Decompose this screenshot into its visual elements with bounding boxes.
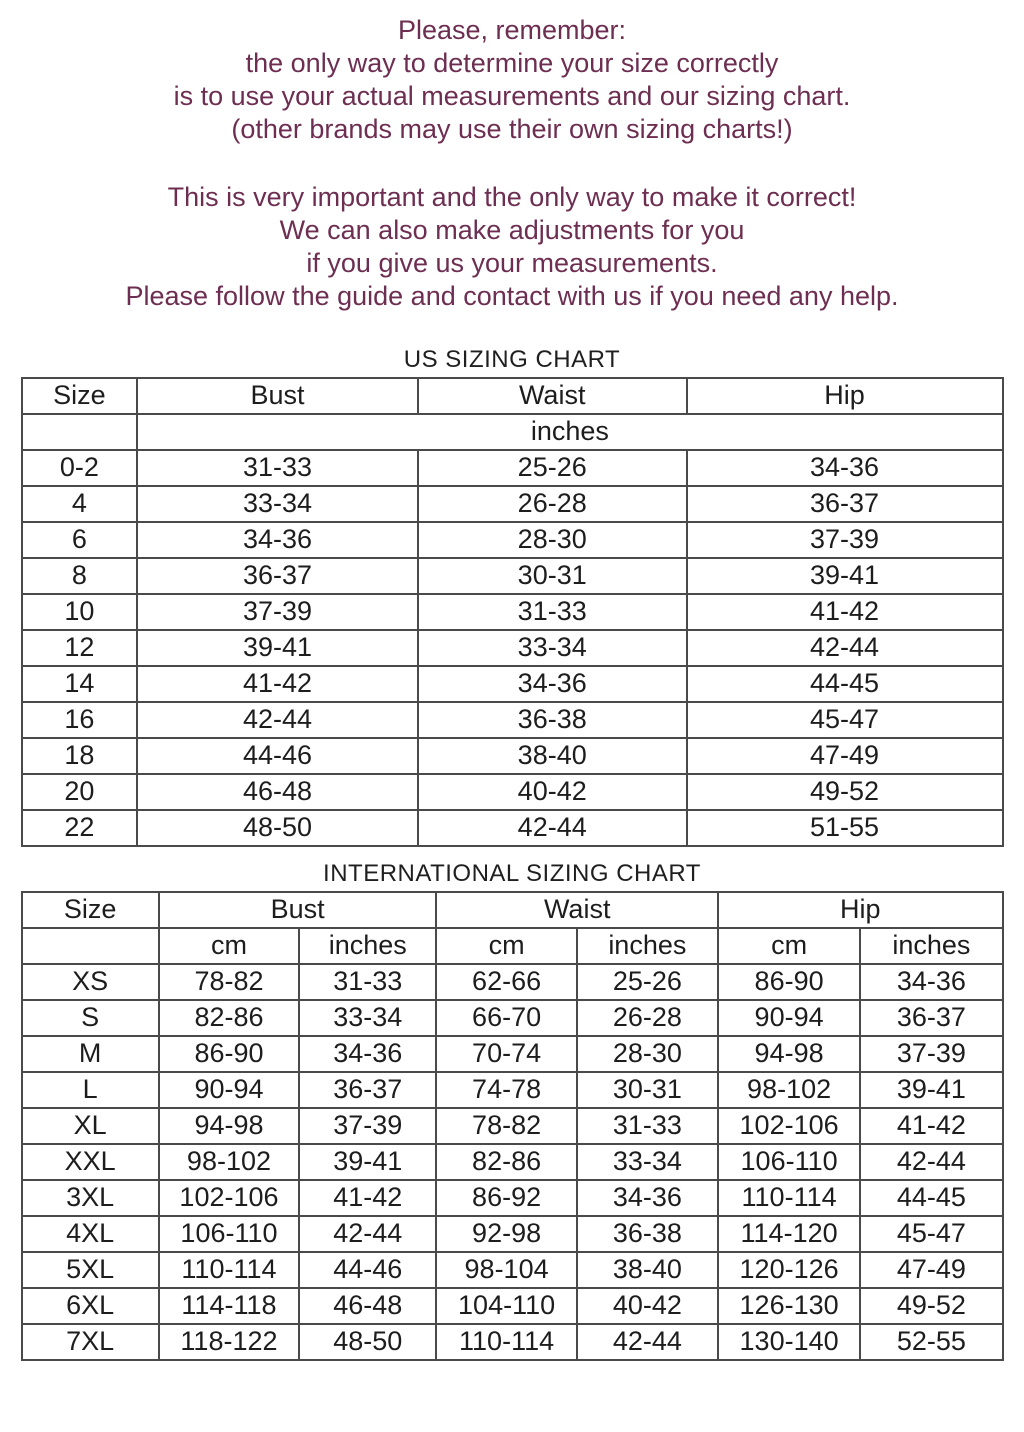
table-row [22,1324,1003,1360]
hip-in-cell: 45-47 [860,1216,1002,1252]
hip-cm-cell: 86-90 [718,964,860,1000]
us-col-header-waist: Waist [418,378,687,414]
waist-in-cell: 40-42 [577,1288,718,1324]
waist-cell: 25-26 [418,450,687,486]
us-col-header-size: Size [22,378,138,414]
size-cell: 22 [22,810,138,846]
hip-cell: 51-55 [687,810,1003,846]
hip-cm-cell: 98-102 [718,1072,860,1108]
hip-cell: 34-36 [687,450,1003,486]
hip-cell: 49-52 [687,774,1003,810]
waist-cell: 34-36 [418,666,687,702]
waist-in-cell: 33-34 [577,1144,718,1180]
hip-in-cell: 52-55 [860,1324,1002,1360]
size-cell: XL [22,1108,159,1144]
size-cell: 5XL [22,1252,159,1288]
size-cell: XS [22,964,159,1000]
intro-line: if you give us your measurements. [306,248,718,278]
bust-cm-cell: 114-118 [159,1288,299,1324]
bust-cm-cell: 86-90 [159,1036,299,1072]
size-cell: XXL [22,1144,159,1180]
bust-cell: 44-46 [137,738,418,774]
hip-cell: 37-39 [687,522,1003,558]
waist-cm-cell: 104-110 [436,1288,576,1324]
waist-cm-cell: 110-114 [436,1324,576,1360]
bust-in-cell: 39-41 [299,1144,436,1180]
hip-cm-cell: 120-126 [718,1252,860,1288]
size-cell: 4 [22,486,138,522]
waist-in-cell: 25-26 [577,964,718,1000]
size-cell: 8 [22,558,138,594]
intl-col-header-bust: Bust [159,892,437,928]
bust-cm-cell: 106-110 [159,1216,299,1252]
intl-chart-title: INTERNATIONAL SIZING CHART [323,860,701,887]
intl-unit-waist-cm: cm [436,928,576,964]
us-unit-empty-cell [22,414,138,450]
size-cell: 10 [22,594,138,630]
intl-unit-bust-cm: cm [159,928,299,964]
hip-cm-cell: 130-140 [718,1324,860,1360]
bust-in-cell: 33-34 [299,1000,436,1036]
table-row [22,594,1003,630]
table-row [22,1216,1003,1252]
intl-unit-bust-in: inches [299,928,436,964]
table-row [22,450,1003,486]
hip-cell: 47-49 [687,738,1003,774]
waist-in-cell: 30-31 [577,1072,718,1108]
hip-in-cell: 36-37 [860,1000,1002,1036]
intl-unit-hip-in: inches [860,928,1002,964]
us-chart-title: US SIZING CHART [403,346,621,373]
waist-cell: 38-40 [418,738,687,774]
intro-text [0,0,1024,313]
waist-cell: 36-38 [418,702,687,738]
table-row [22,486,1003,522]
table-row [22,522,1003,558]
size-cell: 0-2 [22,450,138,486]
waist-in-cell: 26-28 [577,1000,718,1036]
hip-cm-cell: 126-130 [718,1288,860,1324]
table-row [22,558,1003,594]
waist-in-cell: 38-40 [577,1252,718,1288]
bust-cell: 36-37 [137,558,418,594]
intro-line: This is very important and the only way to make it correct! [167,182,857,212]
us-col-header-bust: Bust [137,378,418,414]
size-cell: L [22,1072,159,1108]
table-row [22,1180,1003,1216]
intro-line: (other brands may use their own sizing charts!) [231,114,793,144]
size-cell: 6 [22,522,138,558]
bust-cm-cell: 98-102 [159,1144,299,1180]
table-row [22,1252,1003,1288]
intro-line: the only way to determine your size correctly [245,48,779,78]
intro-line: is to use your actual measurements and our sizing chart. [173,81,851,111]
bust-in-cell: 48-50 [299,1324,436,1360]
waist-cm-cell: 92-98 [436,1216,576,1252]
intro-line: Please follow the guide and contact with us if you need any help. [125,281,899,311]
hip-cm-cell: 110-114 [718,1180,860,1216]
bust-cell: 46-48 [137,774,418,810]
bust-in-cell: 34-36 [299,1036,436,1072]
waist-cm-cell: 66-70 [436,1000,576,1036]
table-row [22,702,1003,738]
bust-cell: 34-36 [137,522,418,558]
waist-cm-cell: 78-82 [436,1108,576,1144]
waist-in-cell: 36-38 [577,1216,718,1252]
table-row [22,1144,1003,1180]
size-cell: S [22,1000,159,1036]
bust-cm-cell: 90-94 [159,1072,299,1108]
hip-cm-cell: 106-110 [718,1144,860,1180]
hip-in-cell: 41-42 [860,1108,1002,1144]
intro-line: Please, remember: [397,15,627,45]
table-row [22,810,1003,846]
hip-in-cell: 34-36 [860,964,1002,1000]
table-row [22,666,1003,702]
table-row [22,1288,1003,1324]
hip-cell: 44-45 [687,666,1003,702]
hip-in-cell: 39-41 [860,1072,1002,1108]
bust-in-cell: 46-48 [299,1288,436,1324]
hip-in-cell: 49-52 [860,1288,1002,1324]
hip-in-cell: 44-45 [860,1180,1002,1216]
intl-col-header-waist: Waist [436,892,718,928]
size-cell: M [22,1036,159,1072]
bust-cell: 33-34 [137,486,418,522]
bust-cell: 42-44 [137,702,418,738]
table-row [22,1072,1003,1108]
waist-cm-cell: 74-78 [436,1072,576,1108]
waist-in-cell: 28-30 [577,1036,718,1072]
bust-cell: 31-33 [137,450,418,486]
waist-cm-cell: 62-66 [436,964,576,1000]
intl-col-header-hip: Hip [718,892,1003,928]
hip-in-cell: 47-49 [860,1252,1002,1288]
intl-unit-waist-in: inches [577,928,718,964]
waist-cell: 42-44 [418,810,687,846]
bust-cm-cell: 82-86 [159,1000,299,1036]
intl-unit-empty-cell [22,928,159,964]
size-cell: 16 [22,702,138,738]
table-row [22,774,1003,810]
bust-cm-cell: 94-98 [159,1108,299,1144]
hip-cell: 42-44 [687,630,1003,666]
size-cell: 14 [22,666,138,702]
hip-cell: 41-42 [687,594,1003,630]
bust-in-cell: 42-44 [299,1216,436,1252]
table-row [22,1036,1003,1072]
table-row [22,1000,1003,1036]
waist-cell: 30-31 [418,558,687,594]
waist-cell: 31-33 [418,594,687,630]
size-cell: 3XL [22,1180,159,1216]
waist-in-cell: 31-33 [577,1108,718,1144]
intro-paragraph-2 [0,181,1024,313]
intl-col-header-size: Size [22,892,159,928]
intl-header-row [22,892,1003,928]
bust-cm-cell: 78-82 [159,964,299,1000]
intl-unit-row [22,928,1003,964]
us-unit-label: inches [137,414,1002,450]
bust-cell: 41-42 [137,666,418,702]
table-row [22,630,1003,666]
hip-in-cell: 42-44 [860,1144,1002,1180]
us-unit-row [22,414,1003,450]
waist-cm-cell: 98-104 [436,1252,576,1288]
hip-in-cell: 37-39 [860,1036,1002,1072]
hip-cm-cell: 94-98 [718,1036,860,1072]
size-cell: 20 [22,774,138,810]
bust-in-cell: 41-42 [299,1180,436,1216]
bust-in-cell: 31-33 [299,964,436,1000]
size-cell: 4XL [22,1216,159,1252]
intro-paragraph-1 [0,14,1024,146]
table-row [22,738,1003,774]
table-row [22,964,1003,1000]
bust-cell: 48-50 [137,810,418,846]
hip-cell: 45-47 [687,702,1003,738]
waist-cm-cell: 82-86 [436,1144,576,1180]
size-cell: 18 [22,738,138,774]
waist-cell: 26-28 [418,486,687,522]
bust-cm-cell: 102-106 [159,1180,299,1216]
waist-cell: 33-34 [418,630,687,666]
intl-sizing-table [21,891,1004,1361]
bust-in-cell: 44-46 [299,1252,436,1288]
bust-cm-cell: 110-114 [159,1252,299,1288]
size-cell: 7XL [22,1324,159,1360]
intl-unit-hip-cm: cm [718,928,860,964]
us-sizing-table [21,377,1004,847]
size-cell: 6XL [22,1288,159,1324]
hip-cm-cell: 114-120 [718,1216,860,1252]
hip-cm-cell: 90-94 [718,1000,860,1036]
bust-cell: 39-41 [137,630,418,666]
waist-cell: 40-42 [418,774,687,810]
us-header-row [22,378,1003,414]
bust-cm-cell: 118-122 [159,1324,299,1360]
us-col-header-hip: Hip [687,378,1003,414]
waist-cell: 28-30 [418,522,687,558]
bust-cell: 37-39 [137,594,418,630]
waist-cm-cell: 70-74 [436,1036,576,1072]
bust-in-cell: 36-37 [299,1072,436,1108]
waist-cm-cell: 86-92 [436,1180,576,1216]
table-row [22,1108,1003,1144]
hip-cell: 39-41 [687,558,1003,594]
hip-cell: 36-37 [687,486,1003,522]
intro-line: We can also make adjustments for you [279,215,745,245]
hip-cm-cell: 102-106 [718,1108,860,1144]
bust-in-cell: 37-39 [299,1108,436,1144]
waist-in-cell: 34-36 [577,1180,718,1216]
size-cell: 12 [22,630,138,666]
waist-in-cell: 42-44 [577,1324,718,1360]
